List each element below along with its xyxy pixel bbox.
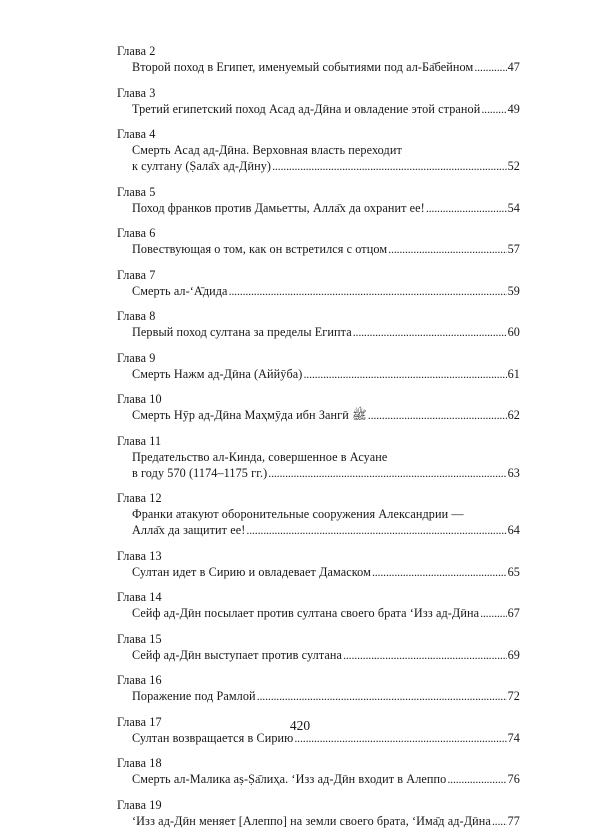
dot-leader [372, 564, 507, 580]
dot-leader [447, 771, 506, 787]
dot-leader [229, 283, 507, 299]
chapter-heading: Глава 18 [117, 756, 162, 770]
chapter-heading: Глава 9 [117, 350, 156, 365]
page-reference: 64 [507, 523, 520, 537]
chapter-title: Третий египетский поход Асад ад-Дӣна и овладение этой страной [132, 101, 481, 116]
chapter-title: Смерть Нӯр ад-Дӣна Маҳмӯда ибн Зангӣ ﷺ [132, 408, 367, 422]
chapter-title-line [132, 647, 520, 663]
page-reference: 65 [507, 564, 520, 579]
page-reference: 57 [507, 242, 520, 256]
toc-entry [117, 755, 520, 787]
chapter-title-line [132, 813, 520, 829]
chapter-title-line [132, 449, 520, 465]
chapter-heading: Глава 19 [117, 797, 162, 812]
page-reference: 60 [507, 325, 520, 339]
chapter-heading: Глава 17 [117, 714, 162, 729]
toc-entry [117, 225, 520, 257]
page-reference: 54 [507, 200, 520, 215]
page-reference: 47 [507, 60, 520, 74]
toc-entry [117, 589, 520, 621]
toc-entry [117, 490, 520, 538]
page-reference: 72 [507, 689, 520, 703]
page-reference: 49 [507, 101, 520, 116]
chapter-title: Султан возвращается в Сирию [132, 730, 294, 745]
page-reference: 67 [507, 606, 520, 620]
dot-leader [353, 324, 507, 340]
chapter-title: к султану (Ṣала̄х ад-Дӣну) [132, 159, 272, 173]
page-reference: 77 [507, 813, 520, 828]
chapter-title-line [132, 465, 520, 481]
chapter-title-line [132, 771, 520, 787]
chapter-title-line [132, 142, 520, 158]
dot-leader [426, 200, 507, 216]
toc-entry [117, 433, 520, 481]
chapter-heading: Глава 2 [117, 44, 156, 58]
chapter-heading: Глава 4 [117, 127, 156, 141]
chapter-title: Смерть ал-Малика аṣ-Ṣа̄лиҳа. ʻИзз ад-Дӣн входит в Алеппо [132, 772, 447, 786]
chapter-title-line [132, 605, 520, 621]
chapter-title-line [132, 283, 520, 299]
chapter-title-line [132, 688, 520, 704]
chapter-title: Второй поход в Египет, именуемый событиями под ал-Ба̄бейном [132, 60, 474, 74]
chapter-title: Поход франков против Дамьетты, Алла̄х да охранит ее! [132, 200, 425, 215]
chapter-title: Алла̄х да защитит ее! [132, 523, 246, 537]
chapter-title-line [132, 564, 520, 580]
chapter-title: Смерть ал-ʻА̄дида [132, 283, 228, 298]
toc-entry [117, 267, 520, 299]
chapter-heading: Глава 5 [117, 184, 156, 199]
page-reference: 62 [507, 408, 520, 422]
page-reference: 69 [507, 647, 520, 662]
chapter-title: Поражение под Рамлой [132, 689, 256, 703]
page-reference: 63 [507, 465, 520, 480]
chapter-title: Сейф ад-Дӣн посылает против султана своего брата ʻИзз ад-Дӣна [132, 606, 480, 620]
chapter-heading: Глава 10 [117, 392, 162, 406]
chapter-title-line [132, 506, 520, 522]
toc-entry [117, 43, 520, 75]
chapter-heading: Глава 16 [117, 673, 162, 687]
dot-leader [272, 158, 507, 174]
toc-entry [117, 184, 520, 216]
dot-leader [257, 688, 507, 704]
toc-entry [117, 797, 520, 829]
page-reference: 74 [507, 730, 520, 745]
chapter-title-line [132, 158, 520, 174]
chapter-title-line [132, 522, 520, 538]
page-reference: 52 [507, 159, 520, 173]
dot-leader [481, 101, 506, 117]
chapter-heading: Глава 15 [117, 631, 162, 646]
chapter-title: в году 570 (1174–1175 гг.) [132, 465, 268, 480]
dot-leader [388, 241, 506, 257]
chapter-title-line [132, 324, 520, 340]
page-reference: 59 [507, 283, 520, 298]
chapter-title-line [132, 366, 520, 382]
dot-leader [303, 366, 506, 382]
chapter-title-line [132, 407, 520, 423]
chapter-heading: Глава 7 [117, 267, 156, 282]
dot-leader [474, 59, 506, 75]
dot-leader [480, 605, 507, 621]
chapter-title: Первый поход султана за пределы Египта [132, 325, 352, 339]
toc-entry [117, 391, 520, 423]
chapter-title: Смерть Нажм ад-Дӣна (Аййӯба) [132, 366, 303, 381]
chapter-title: Предательство ал-Кинда, совершенное в Асуане [132, 449, 388, 464]
chapter-title-line [132, 101, 520, 117]
toc-entry [117, 126, 520, 174]
dot-leader [268, 465, 506, 481]
page-reference: 76 [507, 772, 520, 786]
chapter-heading: Глава 6 [117, 226, 156, 240]
page-number: 420 [289, 718, 311, 733]
page-reference: 61 [507, 366, 520, 381]
dot-leader [368, 407, 507, 423]
chapter-heading: Глава 12 [117, 491, 162, 505]
toc-entry [117, 85, 520, 117]
chapter-heading: Глава 8 [117, 309, 156, 323]
dot-leader [246, 522, 506, 538]
chapter-title: Смерть Асад ад-Дӣна. Верховная власть переходит [132, 143, 402, 157]
chapter-title: Султан идет в Сирию и овладевает Дамаском [132, 564, 371, 579]
toc-entry [117, 308, 520, 340]
chapter-title: Франки атакуют оборонительные сооружения Александрии — [132, 507, 464, 521]
toc-entry [117, 631, 520, 663]
dot-leader [492, 813, 507, 829]
chapter-title: Повествующая о том, как он встретился с отцом [132, 242, 388, 256]
chapter-title: Сейф ад-Дӣн выступает против султана [132, 647, 343, 662]
chapter-heading: Глава 11 [117, 433, 162, 448]
dot-leader [343, 647, 507, 663]
chapter-title-line [132, 241, 520, 257]
chapter-title-line [132, 200, 520, 216]
toc-entry [117, 350, 520, 382]
chapter-heading: Глава 3 [117, 85, 156, 100]
chapter-heading: Глава 13 [117, 548, 162, 563]
toc-entry [117, 672, 520, 704]
chapter-title: ʻИзз ад-Дӣн меняет [Алеппо] на земли своего брата, ʻИма̄д ад-Дӣна [132, 813, 491, 828]
chapter-title-line [132, 59, 520, 75]
toc-entry [117, 548, 520, 580]
chapter-heading: Глава 14 [117, 590, 162, 604]
